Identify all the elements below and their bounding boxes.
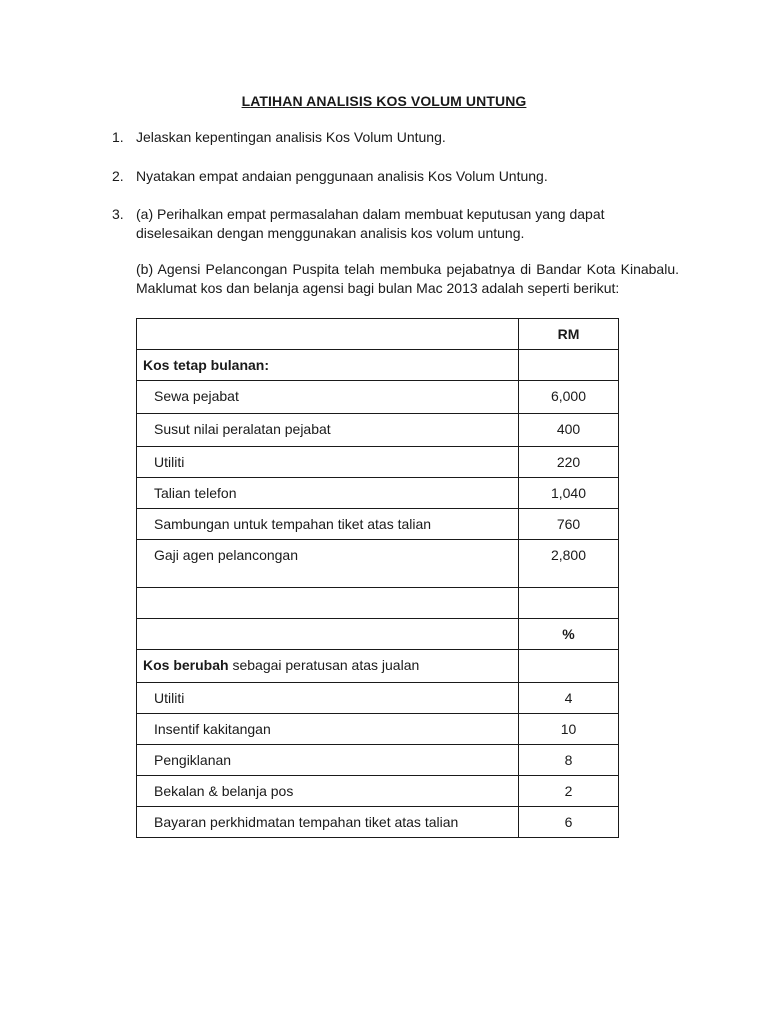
table-row	[137, 414, 619, 447]
variable-heading-cell	[137, 650, 519, 683]
table-row	[137, 509, 619, 540]
row-label: Talian telefon	[154, 485, 237, 501]
row-label-cell	[137, 807, 519, 838]
row-value: 8	[564, 752, 573, 768]
question-text: (a) Perihalkan empat permasalahan dalam membuat keputusan yang dapat diselesaikan dengan menggunakan analisis kos volum untung.	[136, 206, 605, 241]
row-label: Utiliti	[154, 454, 185, 470]
table-row	[137, 714, 619, 745]
row-label: Susut nilai peralatan pejabat	[154, 421, 331, 437]
question-3b-text: (b) Agensi Pelancongan Puspita telah membuka pejabatnya di Bandar Kota Kinabalu. Maklumat kos dan belanja agensi bagi bulan Mac 2013 adalah seperti berikut:	[136, 261, 679, 296]
row-value-cell	[519, 683, 619, 714]
table-header-rm	[519, 319, 619, 350]
fixed-heading-label: Kos tetap bulanan:	[143, 357, 270, 373]
question-text: Nyatakan empat andaian penggunaan analisis Kos Volum Untung.	[136, 168, 548, 184]
row-value-cell	[519, 447, 619, 478]
row-value: 760	[556, 516, 581, 532]
row-label-cell	[137, 683, 519, 714]
row-value-cell	[519, 381, 619, 414]
row-label: Insentif kakitangan	[154, 721, 271, 737]
table-row	[137, 683, 619, 714]
row-value-cell	[519, 745, 619, 776]
row-label-cell	[137, 414, 519, 447]
row-value: 220	[556, 454, 581, 470]
variable-heading-rest: sebagai peratusan atas jualan	[228, 657, 420, 673]
row-value: 400	[556, 421, 581, 437]
row-value: 2	[564, 783, 573, 799]
row-label: Pengiklanan	[154, 752, 232, 768]
table-row	[137, 478, 619, 509]
row-label-cell	[137, 447, 519, 478]
row-value-cell	[519, 776, 619, 807]
row-label-cell	[137, 478, 519, 509]
row-label: Sewa pejabat	[154, 388, 239, 404]
row-value: 1,040	[550, 485, 587, 501]
row-label-cell	[137, 776, 519, 807]
row-label: Bayaran perkhidmatan tempahan tiket atas talian	[154, 814, 459, 830]
fixed-heading-cell	[137, 350, 519, 381]
row-label-cell	[137, 381, 519, 414]
table-row	[137, 807, 619, 838]
table-row	[137, 381, 619, 414]
table-cell-empty	[137, 319, 519, 350]
row-label-cell	[137, 714, 519, 745]
variable-heading-label	[137, 650, 518, 673]
row-value-cell	[519, 714, 619, 745]
row-label: Sambungan untuk tempahan tiket atas talian	[154, 516, 432, 532]
table-row-empty	[137, 588, 619, 619]
row-value: 6,000	[550, 388, 587, 404]
header-pct-label: %	[562, 626, 575, 642]
table-cell-empty	[137, 588, 519, 619]
table-header-pct	[519, 619, 619, 650]
row-value: 2,800	[550, 547, 587, 563]
row-value-cell	[519, 414, 619, 447]
table-row	[137, 447, 619, 478]
question-number: 1.	[112, 129, 124, 145]
table-header-row	[137, 319, 619, 350]
row-value-cell	[519, 807, 619, 838]
row-value: 6	[564, 814, 573, 830]
row-label: Gaji agen pelancongan	[154, 547, 299, 563]
table-cell-empty	[519, 650, 619, 683]
table-cell-empty	[519, 350, 619, 381]
variable-heading-bold: Kos berubah	[143, 657, 229, 673]
table-cell-empty	[137, 619, 519, 650]
header-rm-label: RM	[557, 326, 580, 342]
table-row	[137, 776, 619, 807]
row-label-cell	[137, 509, 519, 540]
table-row	[137, 540, 619, 588]
cost-table	[136, 318, 619, 838]
row-label: Utiliti	[154, 690, 185, 706]
row-value-cell	[519, 540, 619, 588]
question-number: 2.	[112, 168, 124, 184]
row-value: 10	[560, 721, 577, 737]
fixed-heading-row	[137, 350, 619, 381]
row-label-cell	[137, 745, 519, 776]
row-value-cell	[519, 509, 619, 540]
question-text: Jelaskan kepentingan analisis Kos Volum Untung.	[136, 129, 446, 145]
table-row	[137, 745, 619, 776]
table-header-row	[137, 619, 619, 650]
row-label: Bekalan & belanja pos	[154, 783, 294, 799]
question-number: 3.	[112, 206, 124, 222]
document-title: LATIHAN ANALISIS KOS VOLUM UNTUNG	[241, 93, 527, 109]
row-label-cell	[137, 540, 519, 588]
variable-heading-row	[137, 650, 619, 683]
row-value: 4	[564, 690, 573, 706]
row-value-cell	[519, 478, 619, 509]
table-cell-empty	[519, 588, 619, 619]
